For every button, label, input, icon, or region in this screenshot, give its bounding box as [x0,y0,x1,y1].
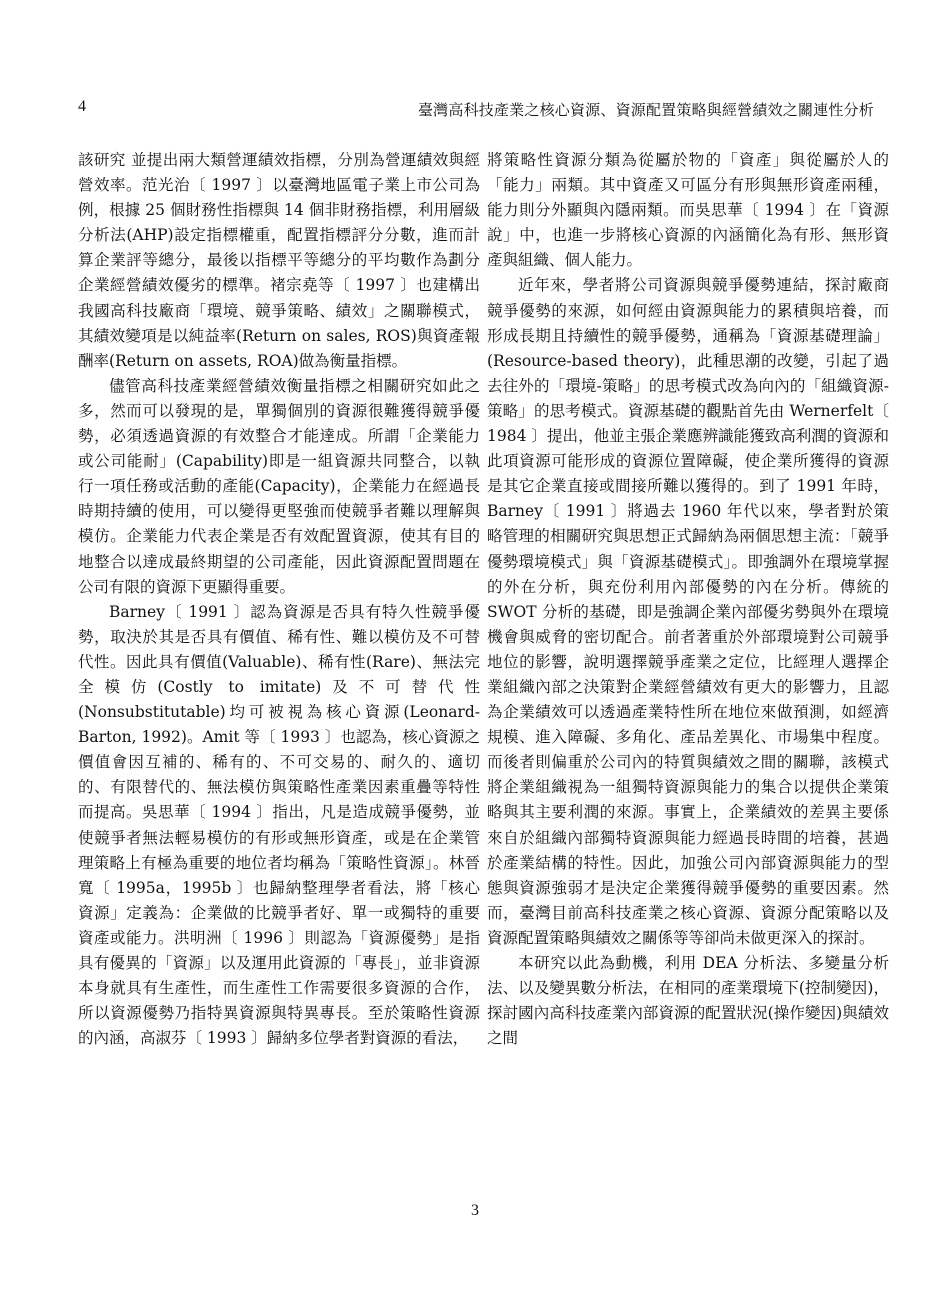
left-paragraph-3: Barney〔 1991 〕認為資源是否具有特久性競爭優勢，取決於其是否具有價值、稀有性、難以模仿及不可替代性。因此具有價值(Valuable)、稀有性(Rare)、無法完全模仿(Costly to imitate)及不可替代性(Nonsubstitutable)均可被視為核心資源(Leonard-Barton, 1992)。Amit 等〔 1993 〕也認為，核心資源之價值會因互補的、稀有的、不可交易的、耐久的、適切的、有限替代的、無法模仿與策略性產業因素重疊等特性而提高。吳思華〔 1994 〕指出，凡是造成競爭優勢，並使競爭者無法輕易模仿的有形或無形資產，或是在企業管理策略上有極為重要的地位者均稱為「策略性資源」。林晉寬〔 1995a，1995b 〕也歸納整理學者看法，將「核心資源」定義為：企業做的比競爭者好、單一或獨特的重要資產或能力。洪明洲〔 1996 〕則認為「資源優勢」是指具有優異的「資源」以及運用此資源的「專長」，並非資源本身就具有生產性，而生產性工作需要很多資源的合作，所以資源優勢乃指特異資源與特異專長。至於策略性資源的內涵，高淑芬〔 1993 〕歸納多位學者對資源的看法， [78,602,480,1048]
footer-page-number: 3 [471,1202,479,1219]
header-divider [78,124,874,125]
left-paragraph-1: 該研究 並提出兩大類營運績效指標，分別為營運績效與經營效率。范光治〔 1997 〕以臺灣地區電子業上市公司為例，根據 25 個財務性指標與 14 個非財務指標，利用層級分析法(AHP)設定指標權重，配置指標評分分數，進而計算企業評等總分，最後以指標平等總分的平均數作為劃分企業經營績效優劣的標準。褚宗堯等〔 1997 〕也建構出我國高科技廠商「環境、競爭策略、績效」之關聯模式，其績效變項是以純益率(Return on sales, ROS)與資產報酬率(Return on assets, ROA)做為衡量指標。 [78,151,480,370]
right-paragraph-3: 本研究以此為動機，利用 DEA 分析法、多變量分析法、以及變異數分析法，在相同的產業環境下(控制變因)，探討國內高科技產業內部資源的配置狀況(操作變因)與績效之間 [487,954,889,1048]
header-page-number: 4 [78,98,86,115]
running-title: 臺灣高科技產業之核心資源、資源配置策略與經營績效之關連性分析 [417,101,874,119]
right-paragraph-1: 將策略性資源分類為從屬於物的「資產」與從屬於人的「能力」兩類。其中資產又可區分有形與無形資產兩種，能力則分外顯與內隱兩類。而吳思華〔 1994 〕在「資源說」中，也進一步將核心資源的內涵簡化為有形、無形資產與組織、個人能力。 [487,151,889,270]
right-column [487,148,889,1051]
left-column [78,148,480,1051]
right-paragraph-2: 近年來，學者將公司資源與競爭優勢連結，探討廠商競爭優勢的來源，如何經由資源與能力的累積與培養，而形成長期且持續性的競爭優勢，通稱為「資源基礎理論」(Resource-based theory)，此種思潮的改變，引起了過去往外的「環境-策略」的思考模式改為向內的「組織資源-策略」的思考模式。資源基礎的觀點首先由 Wernerfelt〔 1984 〕提出，他並主張企業應辨識能獲致高利潤的資源和此項資源可能形成的資源位置障礙，使企業所獲得的資源是其它企業直接或間接所難以獲得的。到了 1991 年時，Barney〔 1991 〕將過去 1960 年代以來，學者對於策略管理的相關研究與思想正式歸納為兩個思想主流：「競爭優勢環境模式」與「資源基礎模式」。即強調外在環境掌握的外在分析，與充份利用內部優勢的內在分析。傳統的 SWOT 分析的基礎，即是強調企業內部優劣勢與外在環境機會與威脅的密切配合。前者著重於外部環境對公司競爭地位的影響，說明選擇競爭產業之定位，比經理人選擇企業組織內部之決策對企業經營績效有更大的影響力，且認為企業績效可以透過產業特性所在地位來做預測，如經濟規模、進入障礙、多角化、產品差異化、市場集中程度。而後者則偏重於公司內的特質與績效之間的關聯，該模式將企業組織視為一組獨特資源與能力的集合以提供企業策略與其主要利潤的來源。事實上，企業績效的差異主要係來自於組織內部獨特資源與能力經過長時間的培養，甚過於產業結構的特性。因此，加強公司內部資源與能力的型態與資源強弱才是決定企業獲得競爭優勢的重要因素。然而，臺灣目前高科技產業之核心資源、資源分配策略以及資源配置策略與績效之關係等等卻尚未做更深入的探討。 [487,276,889,947]
left-paragraph-2: 儘管高科技產業經營績效衡量指標之相關研究如此之多，然而可以發現的是，單獨個別的資源很難獲得競爭優勢，必須透過資源的有效整合才能達成。所謂「企業能力或公司能耐」(Capability)即是一組資源共同整合，以執行一項任務或活動的產能(Capacity)，企業能力在經過長時期持續的使用，可以變得更堅強而使競爭者難以理解與模仿。企業能力代表企業是否有效配置資源，使其有目的地整合以達成最終期望的公司產能，因此資源配置問題在公司有限的資源下更顯得重要。 [78,376,480,596]
